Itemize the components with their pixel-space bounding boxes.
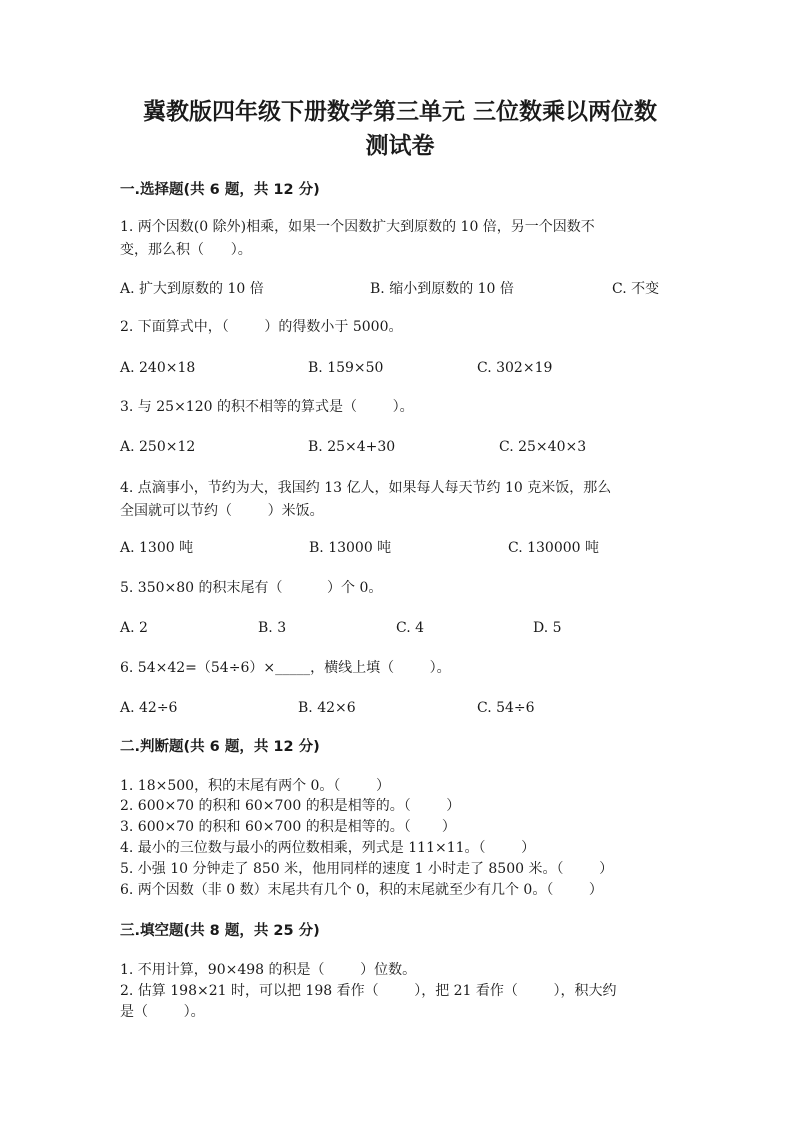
exam-title-line2: 测试卷 [365,133,435,159]
question-4-option-c: C. 130000 吨 [508,540,600,556]
question-5-option-c: C. 4 [396,620,425,636]
section-heading-fill-in: 三.填空题(共 8 题，共 25 分) [120,923,320,939]
question-1-option-a: A. 扩大到原数的 10 倍 [120,281,264,297]
question-4-option-a: A. 1300 吨 [120,540,194,556]
question-4-line2: 全国就可以节约（ ）米饭。 [120,503,324,519]
question-1-line2: 变，那么积（ ）。 [120,242,252,258]
fill-in-item-2-line2: 是（ ）。 [120,1004,205,1020]
question-4-line1: 4. 点滴事小，节约为大，我国约 13 亿人，如果每人每天节约 10 克米饭，那么 [120,480,612,496]
question-6-option-b: B. 42×6 [298,700,356,716]
question-3-option-b: B. 25×4+30 [308,439,396,455]
section-heading-true-false: 二.判断题(共 6 题，共 12 分) [120,739,320,755]
question-5-option-d: D. 5 [533,620,562,636]
judgment-item-4: 4. 最小的三位数与最小的两位数相乘，列式是 111×11。（ ） [120,840,536,856]
judgment-item-5: 5. 小强 10 分钟走了 850 米，他用同样的速度 1 小时走了 8500 米。（ ） [120,861,614,877]
question-3-option-a: A. 250×12 [120,439,196,455]
question-1-option-c: C. 不变 [612,281,660,297]
question-3-line1: 3. 与 25×120 的积不相等的算式是（ ）。 [120,399,414,415]
question-5-line1: 5. 350×80 的积末尾有（ ）个 0。 [120,580,383,596]
question-2-line1: 2. 下面算式中，（ ）的得数小于 5000。 [120,319,403,335]
section-heading-multiple-choice: 一.选择题(共 6 题，共 12 分) [120,182,320,198]
question-2-option-c: C. 302×19 [477,360,553,376]
judgment-item-2: 2. 600×70 的积和 60×700 的积是相等的。（ ） [120,798,461,814]
question-2-option-b: B. 159×50 [308,360,384,376]
question-2-option-a: A. 240×18 [120,360,196,376]
question-1-line1: 1. 两个因数(0 除外)相乘，如果一个因数扩大到原数的 10 倍，另一个因数不 [120,219,595,235]
question-6-option-a: A. 42÷6 [120,700,178,716]
question-5-option-b: B. 3 [258,620,287,636]
judgment-item-6: 6. 两个因数（非 0 数）末尾共有几个 0，积的末尾就至少有几个 0。（ ） [120,882,603,898]
question-6-line1: 6. 54×42=（54÷6）×_____，横线上填（ ）。 [120,660,451,676]
question-5-option-a: A. 2 [120,620,148,636]
question-4-option-b: B. 13000 吨 [309,540,392,556]
judgment-item-3: 3. 600×70 的积和 60×700 的积是相等的。（ ） [120,819,456,835]
fill-in-item-1: 1. 不用计算，90×498 的积是（ ）位数。 [120,962,417,978]
question-6-option-c: C. 54÷6 [477,700,535,716]
exam-title-line1: 冀教版四年级下册数学第三单元 三位数乘以两位数 [142,99,657,125]
question-3-option-c: C. 25×40×3 [499,439,587,455]
fill-in-item-2-line1: 2. 估算 198×21 时，可以把 198 看作（ ），把 21 看作（ ），积大约 [120,983,617,999]
judgment-item-1: 1. 18×500，积的末尾有两个 0。（ ） [120,778,391,794]
question-1-option-b: B. 缩小到原数的 10 倍 [370,281,514,297]
